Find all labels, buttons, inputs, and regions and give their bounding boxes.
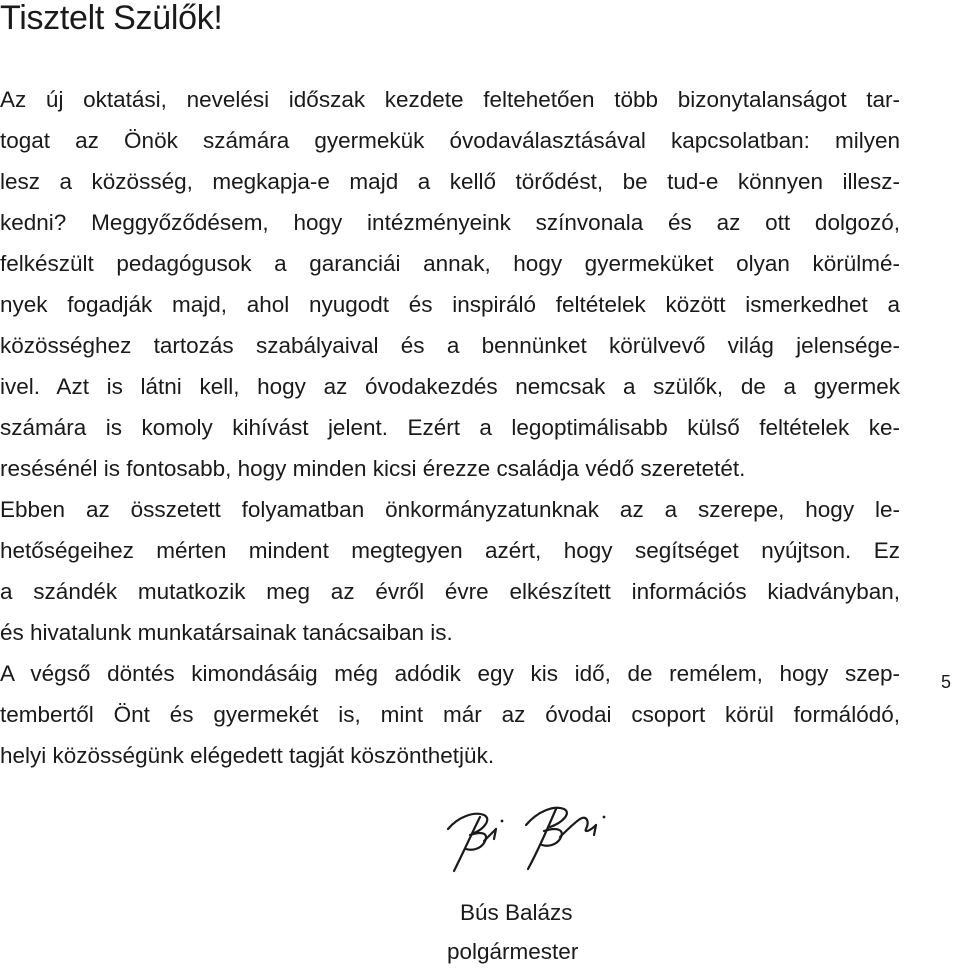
letter-line: ivel. Azt is látni kell, hogy az óvodakezdés nemcsak a szülők, de a gyermek (0, 374, 900, 399)
letter-line: tembertől Önt és gyermekét is, mint már az óvodai csoport körül formálódó, (0, 702, 900, 727)
letter-line: a szándék mutatkozik meg az évről évre elkészített információs kiadványban, (0, 579, 900, 604)
letter-line: lesz a közösség, megkapja-e majd a kellő törődést, be tud-e könnyen illesz- (0, 169, 900, 194)
page-number: 5 (941, 672, 952, 692)
letter-line: Ebben az összetett folyamatban önkormányzatunknak az a szerepe, hogy le- (0, 497, 900, 522)
letter-line: számára is komoly kihívást jelent. Ezért a legoptimálisabb külső feltételek ke- (0, 415, 900, 440)
handwritten-signature (440, 795, 630, 875)
letter-body (0, 79, 900, 776)
letter-line: nyek fogadják majd, ahol nyugodt és inspiráló feltételek között ismerkedhet a (0, 292, 900, 317)
letter-line: Az új oktatási, nevelési időszak kezdete feltehetően több bizonytalanságot tar- (0, 87, 900, 112)
letter-line: resésénél is fontosabb, hogy minden kicsi érezze családja védő szeretetét. (0, 456, 746, 481)
letter-line: hetőségeihez mérten mindent megtegyen azért, hogy segítséget nyújtson. Ez (0, 538, 900, 563)
signer-role: polgármester (447, 939, 579, 964)
signer-name: Bús Balázs (460, 900, 573, 925)
letter-line: és hivatalunk munkatársainak tanácsaiban is. (0, 620, 453, 645)
letter-line: togat az Önök számára gyermekük óvodaválasztásával kapcsolatban: milyen (0, 128, 900, 153)
letter-line: közösséghez tartozás szabályaival és a bennünket körülvevő világ jelensége- (0, 333, 900, 358)
letter-line: helyi közösségünk elégedett tagját köszönthetjük. (0, 743, 495, 768)
letter-line: kedni? Meggyőződésem, hogy intézményeink színvonala és az ott dolgozó, (0, 210, 900, 235)
letter-line: felkészült pedagógusok a garanciái annak, hogy gyermeküket olyan körülmé- (0, 251, 900, 276)
letter-line: A végső döntés kimondásáig még adódik egy kis idő, de remélem, hogy szep- (0, 661, 900, 686)
page-title: Tisztelt Szülők! (0, 0, 223, 37)
